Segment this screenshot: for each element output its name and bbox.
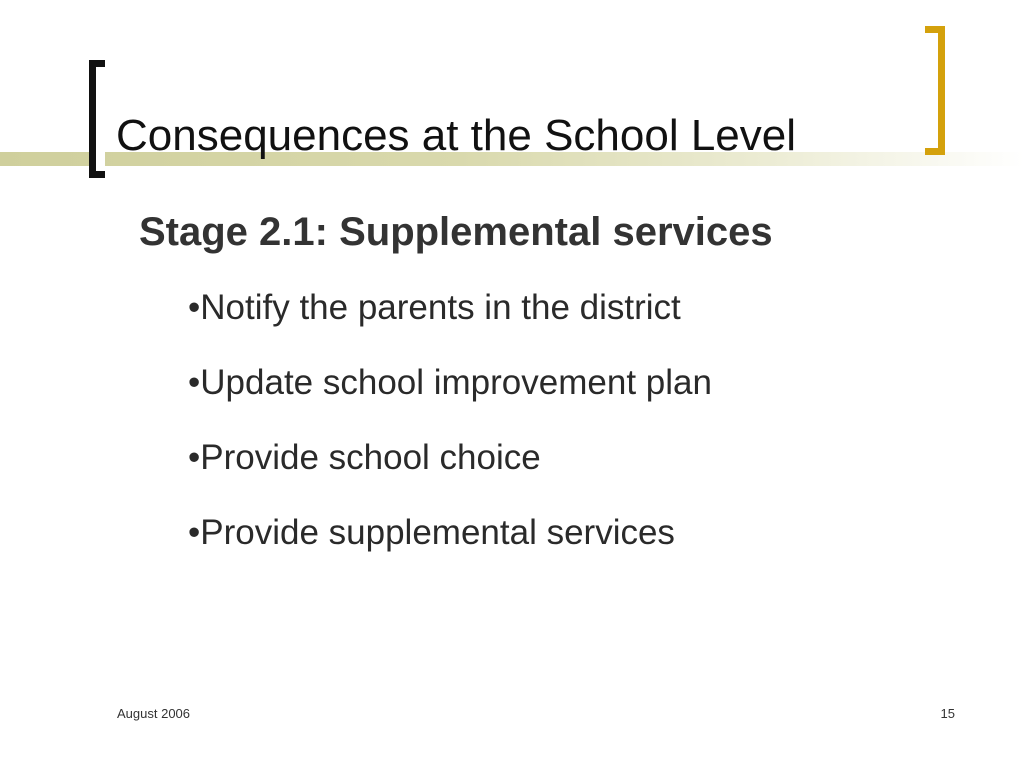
bullet-item (188, 362, 712, 404)
left-bracket-decoration (89, 60, 105, 178)
bullet-list (188, 287, 712, 587)
footer-page-number: 15 (940, 706, 955, 721)
slide-title: Consequences at the School Level (116, 111, 797, 160)
bullet-dot-icon: • (188, 363, 201, 402)
bullet-text: Provide supplemental services (200, 513, 675, 552)
right-bracket-decoration (925, 26, 945, 155)
bullet-dot-icon: • (188, 513, 201, 552)
bullet-text: Update school improvement plan (200, 363, 712, 402)
slide-subtitle: Stage 2.1: Supplemental services (139, 210, 773, 254)
bullet-item (188, 437, 712, 479)
footer-date: August 2006 (117, 706, 191, 721)
bullet-item (188, 512, 712, 554)
bullet-text: Notify the parents in the district (200, 288, 681, 327)
bullet-dot-icon: • (188, 438, 201, 477)
bullet-dot-icon: • (188, 288, 201, 327)
bullet-text: Provide school choice (200, 438, 541, 477)
bullet-item (188, 287, 712, 329)
